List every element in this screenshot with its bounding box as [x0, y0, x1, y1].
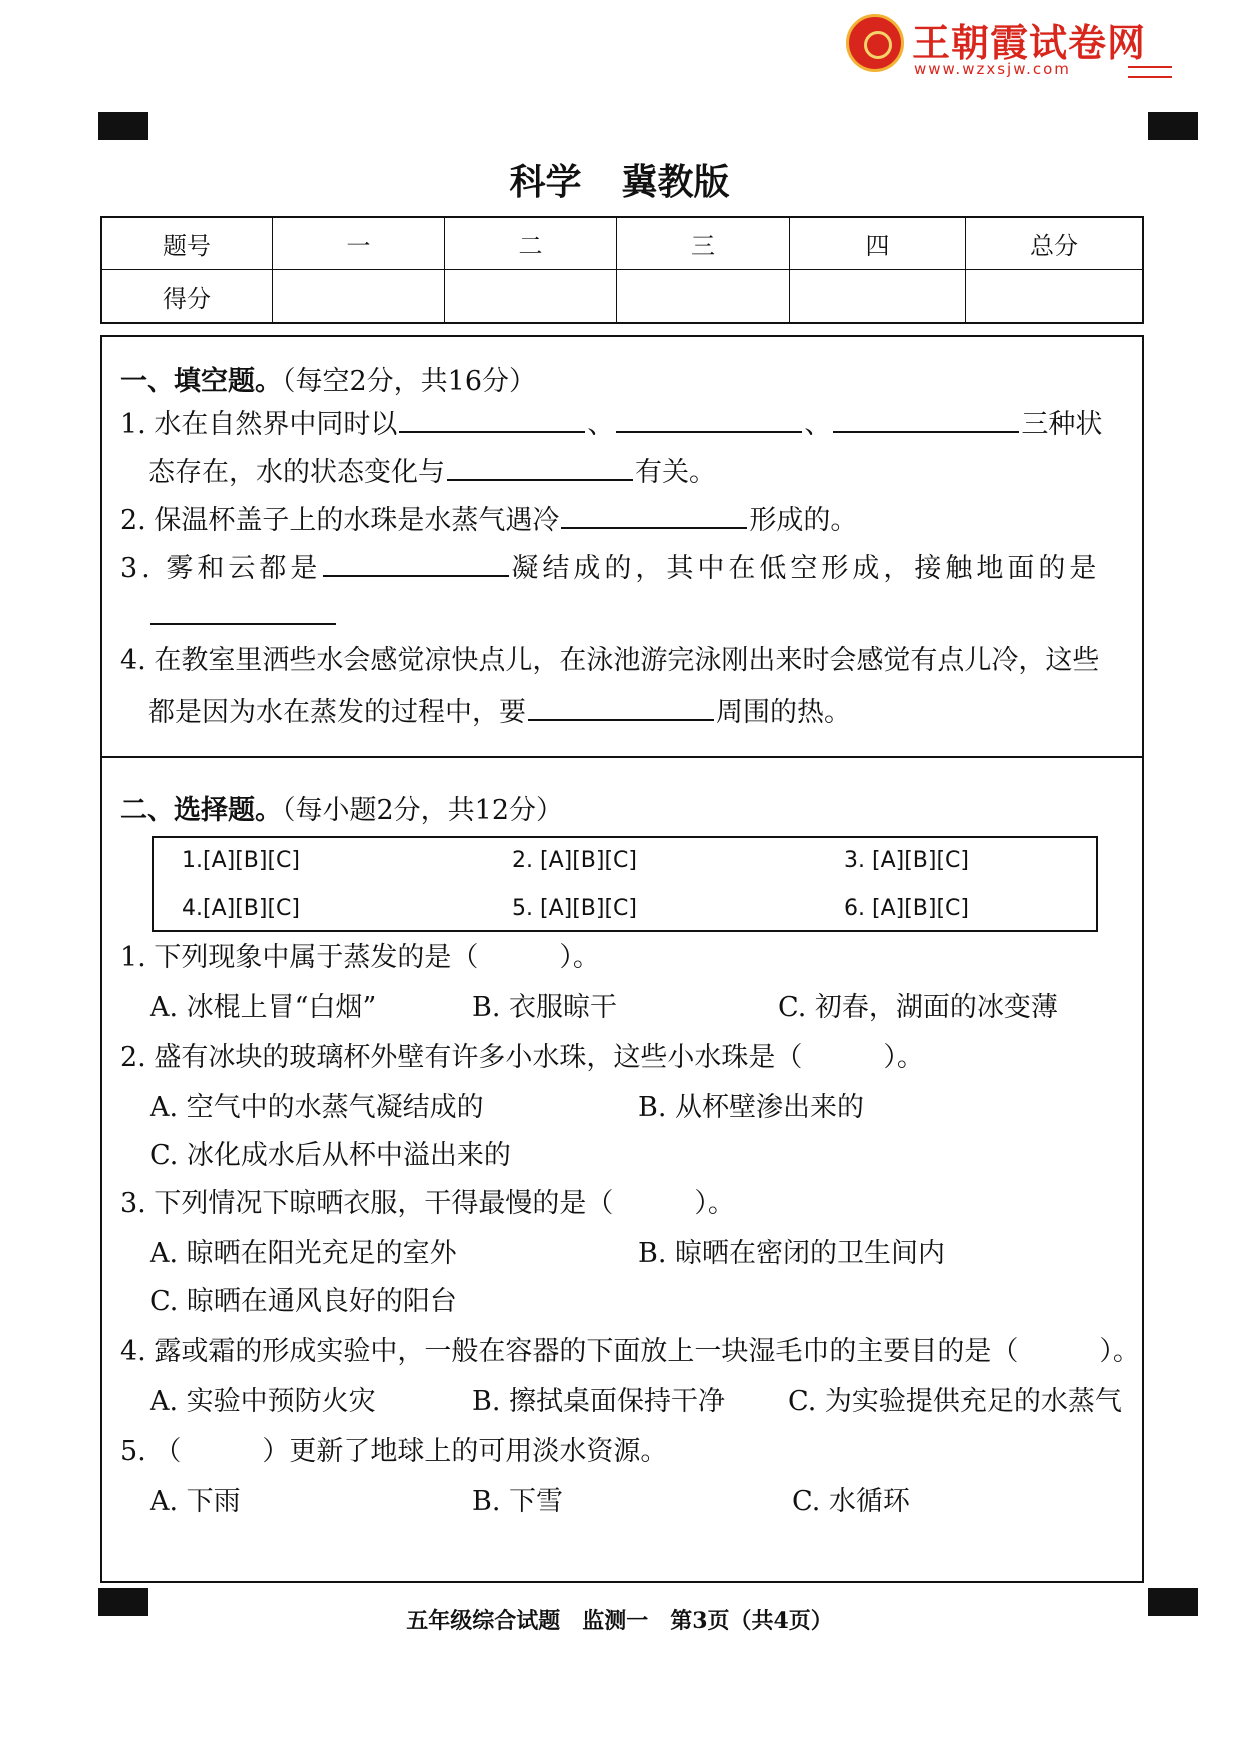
mc-q2-option-b[interactable]: B. 从杯壁渗出来的 [638, 1092, 865, 1123]
score-input-cell[interactable] [966, 270, 1142, 322]
question-text: 1. 水在自然界中同时以 [120, 409, 398, 440]
logo-url: www.wzxsjw.com [914, 60, 1071, 78]
score-header-cell: 一 [273, 218, 445, 270]
answer-sheet-box [152, 836, 1098, 932]
score-header-cell: 四 [790, 218, 966, 270]
mc-q5-option-a[interactable]: A. 下雨 [150, 1486, 241, 1517]
mc-q4-option-a[interactable]: A. 实验中预防火灾 [150, 1386, 376, 1417]
page-title [0, 154, 1239, 205]
section1-heading [120, 359, 536, 398]
registration-mark-top-right [1148, 112, 1198, 140]
answer-option-5[interactable]: 5. [A][B][C] [512, 896, 637, 921]
score-header-cell: 题号 [102, 218, 273, 270]
answer-blank[interactable] [833, 407, 1019, 433]
answer-blank[interactable] [561, 503, 747, 529]
question-text: 态存在，水的状态变化与 [148, 457, 445, 488]
answer-blank[interactable] [399, 407, 585, 433]
mc-q4-option-c[interactable]: C. 为实验提供充足的水蒸气 [788, 1386, 1122, 1417]
mc-q5-option-b[interactable]: B. 下雪 [472, 1486, 564, 1517]
question-text: 3. 雾和云都是 [120, 553, 322, 584]
score-input-cell[interactable] [790, 270, 966, 322]
score-header-cell: 三 [617, 218, 790, 270]
section1-note: （每空2分，共16分） [282, 366, 537, 397]
score-table [100, 216, 1144, 324]
mc-q3-option-a[interactable]: A. 晾晒在阳光充足的室外 [150, 1238, 457, 1269]
question-2 [120, 503, 857, 534]
mc-q1-option-c[interactable]: C. 初春，湖面的冰变薄 [778, 992, 1058, 1023]
answer-option-4[interactable]: 4.[A][B][C] [182, 896, 300, 921]
mc-q3-option-c[interactable]: C. 晾晒在通风良好的阳台 [150, 1286, 457, 1317]
fill-in-section [100, 335, 1144, 758]
answer-blank[interactable] [150, 599, 336, 625]
mc-q2-option-a[interactable]: A. 空气中的水蒸气凝结成的 [150, 1092, 484, 1123]
question-text: 有关。 [635, 457, 716, 488]
edition-title: 冀教版 [621, 161, 730, 203]
answer-option-2[interactable]: 2. [A][B][C] [512, 848, 637, 873]
question-1-line-1 [120, 407, 1102, 438]
score-header-cell: 总分 [966, 218, 1142, 270]
mc-question-2: 2. 盛有冰块的玻璃杯外壁有许多小水珠，这些小水珠是（ ）。 [120, 1042, 924, 1073]
question-text: 周围的热。 [716, 697, 851, 728]
answer-blank[interactable] [528, 695, 714, 721]
question-text: 2. 保温杯盖子上的水珠是水蒸气遇冷 [120, 505, 560, 536]
question-text: 形成的。 [749, 505, 858, 536]
score-header-cell: 二 [445, 218, 617, 270]
question-1-line-2 [148, 455, 716, 486]
logo-waves-icon [1128, 66, 1172, 78]
question-text: 三种状 [1021, 409, 1103, 440]
score-label-cell: 得分 [102, 270, 273, 322]
section2-title: 二、选择题。 [120, 795, 282, 826]
mc-q2-option-c[interactable]: C. 冰化成水后从杯中溢出来的 [150, 1140, 511, 1171]
answer-option-6[interactable]: 6. [A][B][C] [844, 896, 969, 921]
section2-heading [120, 788, 563, 827]
mc-q4-option-b[interactable]: B. 擦拭桌面保持干净 [472, 1386, 726, 1417]
question-4-line-1 [120, 647, 1099, 674]
answer-option-1[interactable]: 1.[A][B][C] [182, 848, 300, 873]
mc-q3-option-b[interactable]: B. 晾晒在密闭的卫生间内 [638, 1238, 946, 1269]
subject-title: 科学 [509, 161, 582, 203]
answer-option-3[interactable]: 3. [A][B][C] [844, 848, 969, 873]
question-text: 、 [804, 409, 832, 440]
question-text: 都是因为水在蒸发的过程中，要 [148, 697, 526, 728]
logo-name: 王朝霞试卷网 [912, 21, 1147, 65]
question-4-line-2 [148, 695, 851, 726]
score-input-cell[interactable] [273, 270, 445, 322]
page-footer: 五年级综合试题 监测一 第3页（共4页） [406, 1608, 833, 1634]
question-text: 、 [587, 409, 615, 440]
question-text: 4. 在教室里洒些水会感觉凉快点儿，在泳池游完泳刚出来时会感觉有点儿冷，这些 [120, 645, 1100, 676]
answer-blank[interactable] [323, 551, 509, 577]
question-3-line-1 [120, 551, 1100, 582]
mc-question-3: 3. 下列情况下晾晒衣服，干得最慢的是（ ）。 [120, 1188, 735, 1219]
answer-blank[interactable] [447, 455, 633, 481]
registration-mark-top-left [98, 112, 148, 140]
answer-blank[interactable] [616, 407, 802, 433]
question-text: 凝结成的，其中在低空形成，接触地面的是 [511, 553, 1101, 584]
section2-note: （每小题2分，共12分） [282, 795, 564, 826]
question-3-line-2 [148, 599, 338, 630]
score-input-cell[interactable] [617, 270, 790, 322]
mc-question-4: 4. 露或霜的形成实验中，一般在容器的下面放上一块湿毛巾的主要目的是（ ）。 [120, 1336, 1140, 1367]
mc-question-1: 1. 下列现象中属于蒸发的是（ ）。 [120, 942, 600, 973]
mc-question-5: 5. （ ）更新了地球上的可用淡水资源。 [120, 1436, 668, 1467]
multiple-choice-section [100, 758, 1144, 1583]
logo-emblem-icon [846, 14, 904, 72]
score-input-cell[interactable] [445, 270, 617, 322]
mc-q1-option-a[interactable]: A. 冰棍上冒“白烟” [150, 992, 377, 1023]
mc-q5-option-c[interactable]: C. 水循环 [792, 1486, 910, 1517]
site-logo[interactable] [846, 10, 1182, 80]
mc-q1-option-b[interactable]: B. 衣服晾干 [472, 992, 618, 1023]
section1-title: 一、填空题。 [120, 366, 282, 397]
